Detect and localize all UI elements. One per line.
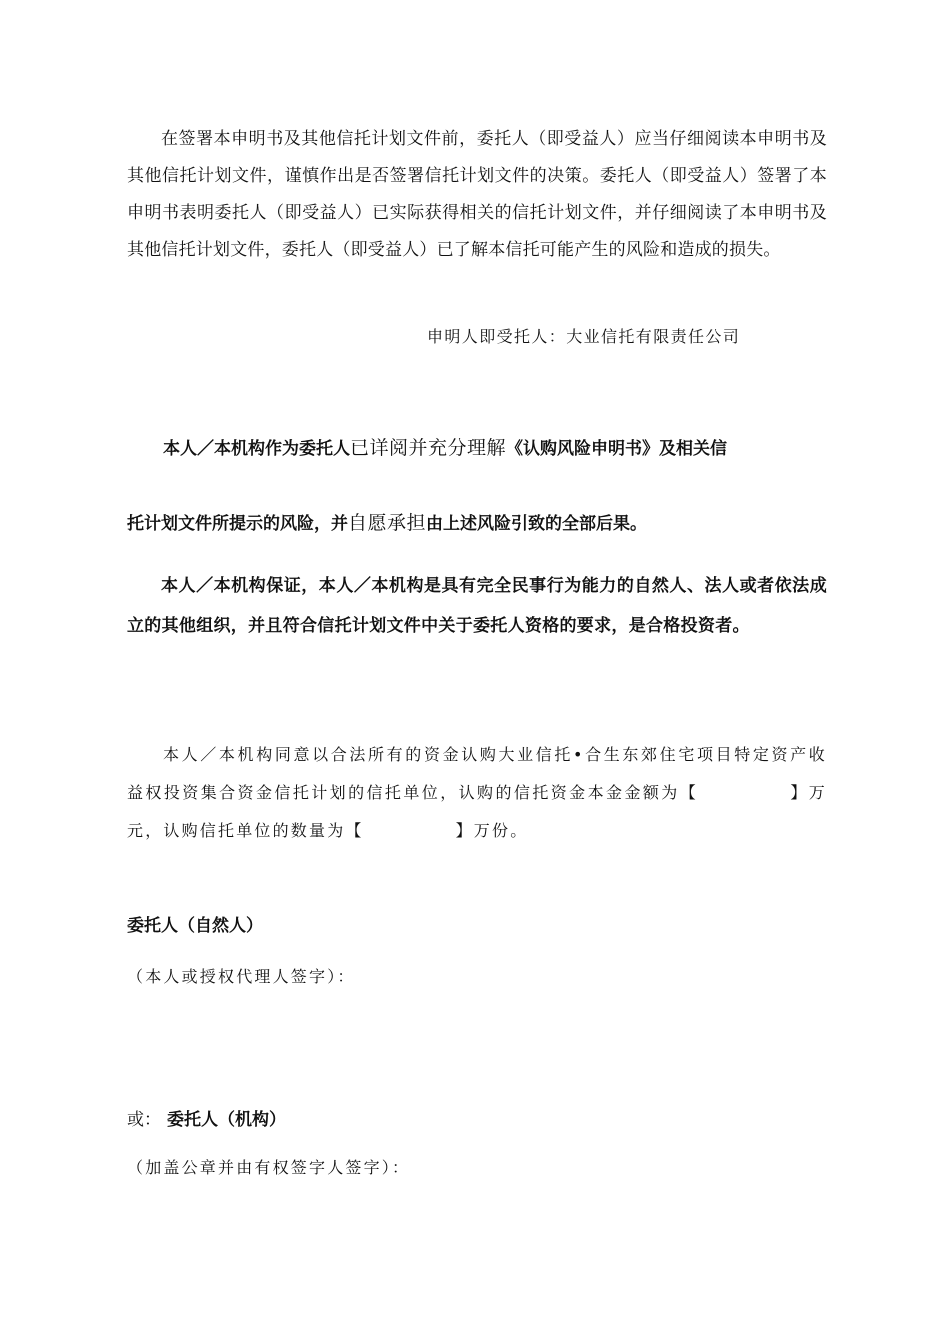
ack-part1: 本人／本机构作为委托人 bbox=[163, 439, 350, 459]
guarantee-paragraph: 本人／本机构保证，本人／本机构是具有完全民事行为能力的自然人、法人或者依法成立的其他组织，并且符合信托计划文件中关于委托人资格的要求，是合格投资者。 bbox=[127, 576, 827, 636]
acknowledgement-line-2 bbox=[127, 505, 827, 542]
ack-part3: 《认购风险申明书》及相关信 bbox=[506, 439, 728, 459]
declarant-trustee-line: 申明人即受托人：大业信托有限责任公司 bbox=[427, 327, 741, 346]
subscription-text-before: 本人／本机构同意以合法所有的资金认购大业信托•合生东郊住宅项目特定资产收益权投资集合资金信托计划的信托单位，认购的信托资金本金金额为【 bbox=[127, 745, 827, 802]
natural-person-label: 委托人（自然人） bbox=[127, 916, 263, 936]
subscription-text-middle: 】万元，认购信托单位的数量为【 bbox=[127, 783, 828, 840]
ack-part4: 托计划文件所提示的风险，并 bbox=[127, 514, 348, 534]
institution-label: 委托人（机构） bbox=[167, 1110, 286, 1130]
natural-person-signature-hint: （本人或授权代理人签字）： bbox=[127, 967, 356, 986]
notice-paragraph: 在签署本申明书及其他信托计划文件前，委托人（即受益人）应当仔细阅读本申明书及其他信托计划文件，谨慎作出是否签署信托计划文件的决策。委托人（即受益人）签署了本申明书表明委托人（即受益人）已实际获得相关的信托计划文件，并仔细阅读了本申明书及其他信托计划文件，委托人（即受益人）已了解本信托可能产生的风险和造成的损失。 bbox=[127, 129, 827, 260]
ack-part5-emphasis: 自愿承担 bbox=[348, 512, 427, 534]
subscription-text-after: 】万份。 bbox=[455, 821, 529, 840]
acknowledgement-line-1 bbox=[127, 430, 827, 467]
institution-signature-hint: （加盖公章并由有权签字人签字）： bbox=[127, 1158, 411, 1177]
ack-part6: 由上述风险引致的全部后果。 bbox=[426, 514, 648, 534]
or-text: 或： bbox=[127, 1110, 161, 1130]
subscription-paragraph bbox=[127, 736, 827, 850]
ack-part2-emphasis: 已详阅并充分理解 bbox=[350, 437, 507, 459]
institution-label-line bbox=[127, 1105, 286, 1135]
